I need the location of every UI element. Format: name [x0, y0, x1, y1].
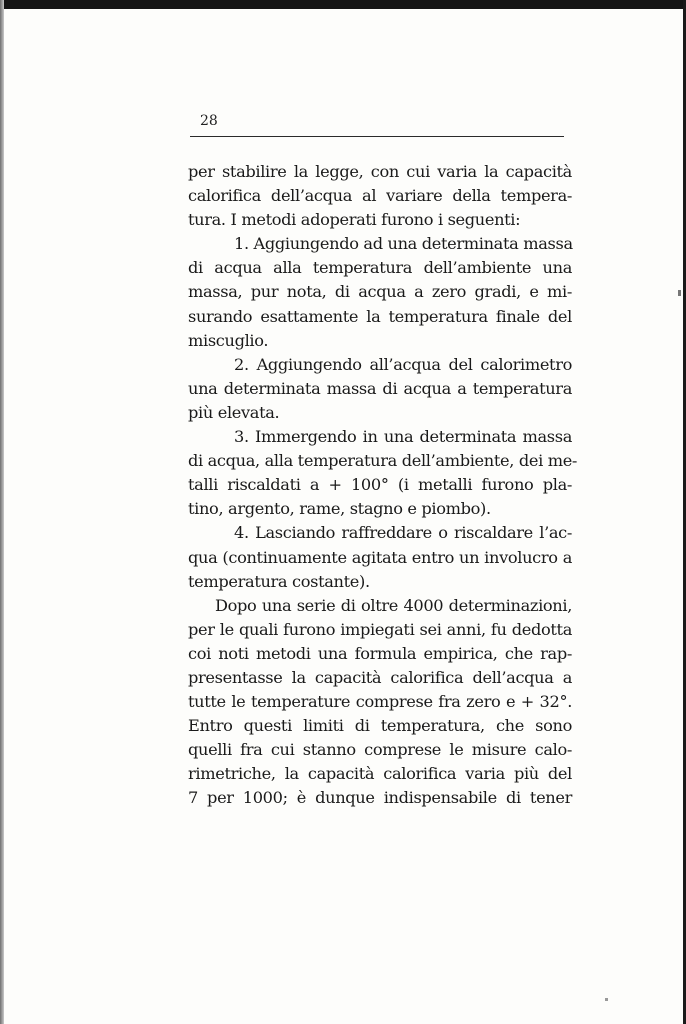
scan-top-border — [0, 0, 686, 9]
text-line: presentasse la capacità calorifica dell’acqua a — [188, 667, 572, 687]
text-line: talli riscaldati a + 100° (i metalli furono pla- — [188, 475, 572, 495]
text-line: tino, argento, rame, stagno e piombo). — [188, 499, 491, 519]
text-line: 1. Aggiungendo ad una determinata massa — [234, 234, 573, 254]
header-rule — [190, 136, 564, 137]
text-line: temperatura costante). — [188, 571, 370, 591]
text-line: tura. I metodi adoperati furono i seguenti: — [188, 210, 521, 230]
text-line: surando esattamente la temperatura finale del — [188, 306, 572, 326]
text-line: 4. Lasciando raffreddare o riscaldare l’ac- — [234, 523, 572, 543]
margin-mark — [605, 998, 608, 1001]
text-line: per le quali furono impiegati sei anni, fu dedotta — [188, 619, 572, 639]
text-line: miscuglio. — [188, 330, 269, 350]
text-line: coi noti metodi una formula empirica, che rap- — [188, 643, 572, 663]
page-number: 28 — [200, 113, 218, 129]
text-line: Entro questi limiti di temperatura, che sono — [188, 716, 572, 736]
text-line: tutte le temperature comprese fra zero e + 32°. — [188, 692, 572, 712]
text-line: una determinata massa di acqua a temperatura — [188, 378, 572, 398]
text-line: qua (continuamente agitata entro un involucro a — [188, 547, 572, 567]
text-line: rimetriche, la capacità calorifica varia più del — [188, 764, 572, 784]
scan-left-edge — [0, 0, 4, 1024]
text-line: quelli fra cui stanno comprese le misure calo- — [188, 740, 572, 760]
margin-mark — [678, 290, 681, 296]
body-text — [188, 160, 578, 811]
text-line: massa, pur nota, di acqua a zero gradi, e mi- — [188, 282, 572, 302]
text-line: di acqua alla temperatura dell’ambiente una — [188, 258, 572, 278]
text-line: di acqua, alla temperatura dell’ambiente, dei me- — [188, 451, 578, 471]
text-line: per stabilire la legge, con cui varia la capacità — [188, 162, 572, 181]
text-line: calorifica dell’acqua al variare della tempera- — [188, 186, 572, 206]
text-line: Dopo una serie di oltre 4000 determinazioni, — [215, 595, 572, 615]
text-line: 3. Immergendo in una determinata massa — [234, 427, 572, 447]
text-line: 2. Aggiungendo all’acqua del calorimetro — [234, 354, 572, 374]
text-line: 7 per 1000; è dunque indispensabile di tener — [188, 788, 572, 808]
text-line: più elevata. — [188, 402, 280, 422]
